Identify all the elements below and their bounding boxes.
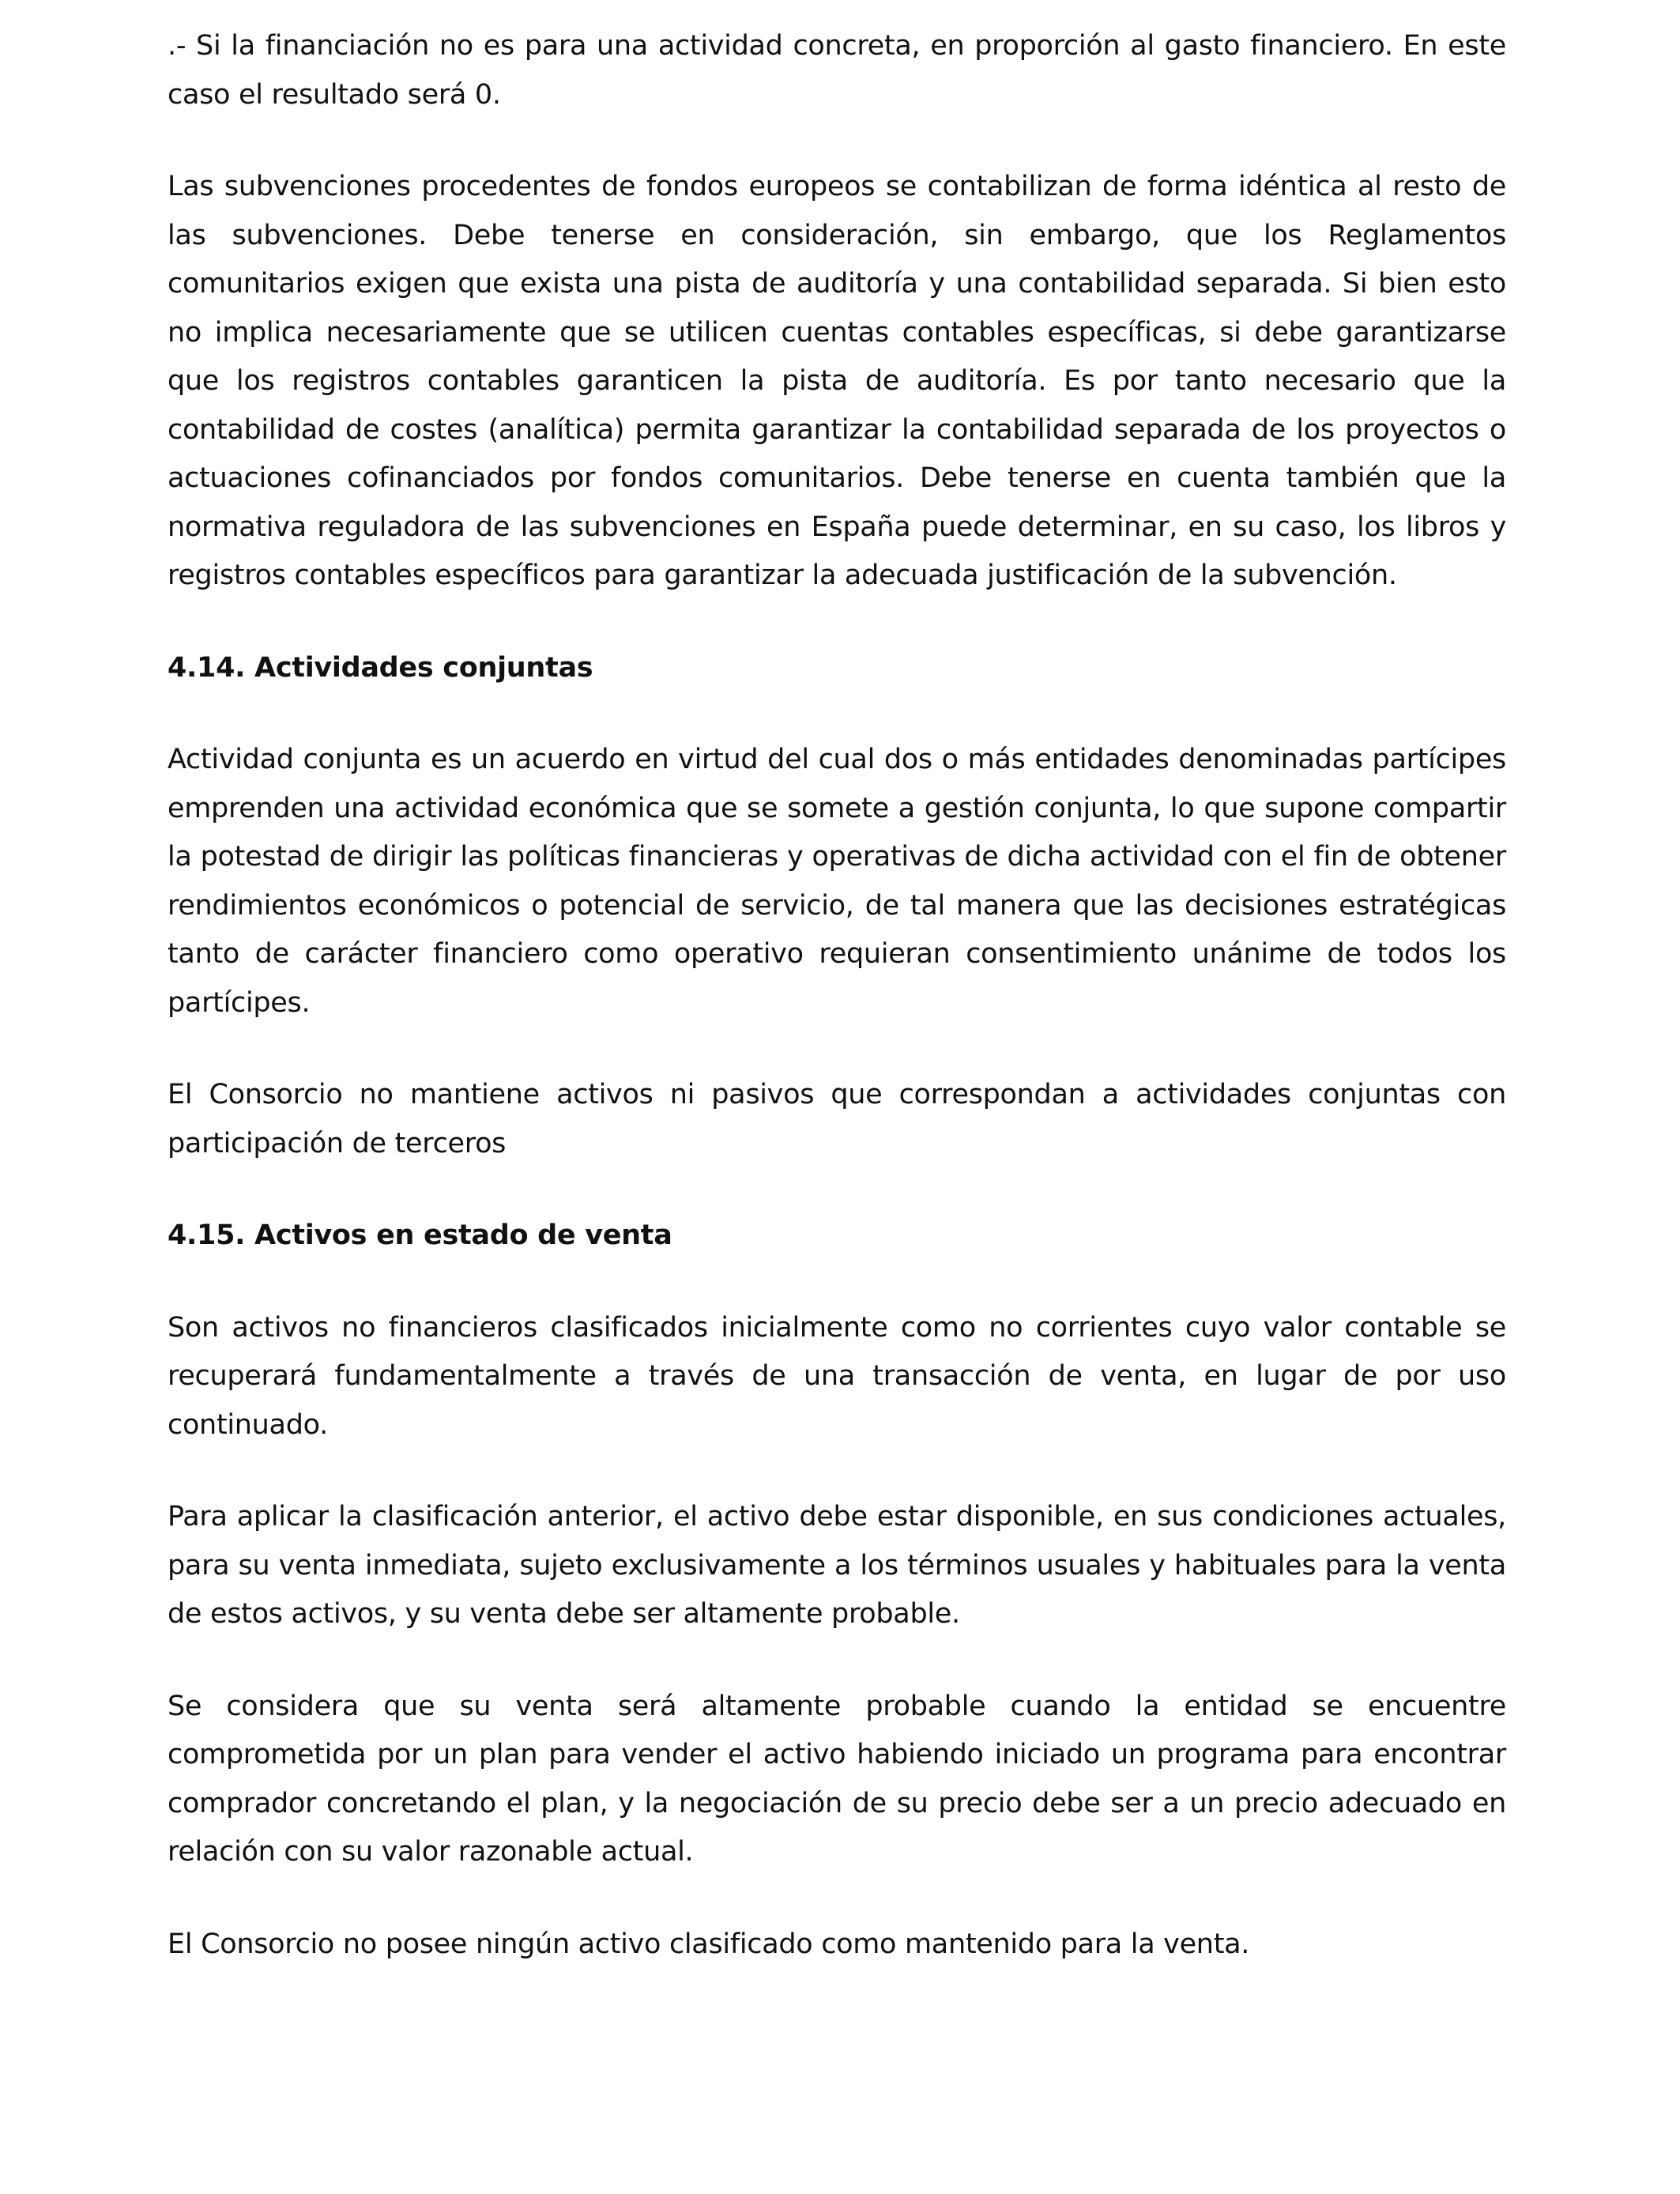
- paragraph-consorcio-activos: El Consorcio no posee ningún activo clasificado como mantenido para la venta.: [168, 1928, 1250, 1960]
- paragraph-activos-definicion: Son activos no financieros clasificados inicialmente como no corrientes cuyo valor contable se recuperará fundamentalmente a través de una transacción de venta, en lugar de por uso continuado.: [168, 1311, 1506, 1441]
- paragraph-actividad-conjunta-definicion: Actividad conjunta es un acuerdo en virtud del cual dos o más entidades denominadas partícipes emprenden una actividad económica que se somete a gestión conjunta, lo que supone compartir la potestad de dirigir las políticas financieras y operativas de dicha actividad con el fin de obtener rendimientos económicos o potencial de servicio, de tal manera que las decisiones estratégicas tanto de carácter financiero como operativo requieran consentimiento unánime de todos los partícipes.: [168, 744, 1506, 1019]
- paragraph-fondos-europeos: Las subvenciones procedentes de fondos europeos se contabilizan de forma idéntica al resto de las subvenciones. Debe tenerse en consideración, sin embargo, que los Reglamentos comunitarios exigen que exista una pista de auditoría y una contabilidad separada. Si bien esto no implica necesariamente que se utilicen cuentas contables específicas, si debe garantizarse que los registros contables garanticen la pista de auditoría. Es por tanto necesario que la contabilidad de costes (analítica) permita garantizar la contabilidad separada de los proyectos o actuaciones cofinanciados por fondos comunitarios. Debe tenerse en cuenta también que la normativa reguladora de las subvenciones en España puede determinar, en su caso, los libros y registros contables específicos para garantizar la adecuada justificación de la subvención.: [168, 171, 1506, 591]
- paragraph-consorcio-actividades: El Consorcio no mantiene activos ni pasivos que correspondan a actividades conjuntas con participación de terceros: [168, 1079, 1506, 1159]
- paragraph-venta-probable: Se considera que su venta será altamente probable cuando la entidad se encuentre comprometida por un plan para vender el activo habiendo iniciado un programa para encontrar comprador concretando el plan, y la negociación de su precio debe ser a un precio adecuado en relación con su valor razonable actual.: [168, 1690, 1506, 1868]
- section-heading-activos-venta: 4.15. Activos en estado de venta: [168, 1220, 672, 1251]
- document-page: [168, 22, 1506, 1969]
- paragraph-clasificacion-condiciones: Para aplicar la clasificación anterior, el activo debe estar disponible, en sus condiciones actuales, para su venta inmediata, sujeto exclusivamente a los términos usuales y habituales para la venta de estos activos, y su venta debe ser altamente probable.: [168, 1501, 1506, 1630]
- section-heading-actividades-conjuntas: 4.14. Actividades conjuntas: [168, 651, 593, 684]
- paragraph-financiacion: .- Si la financiación no es para una actividad concreta, en proporción al gasto financiero. En este caso el resultado será 0.: [168, 30, 1506, 111]
